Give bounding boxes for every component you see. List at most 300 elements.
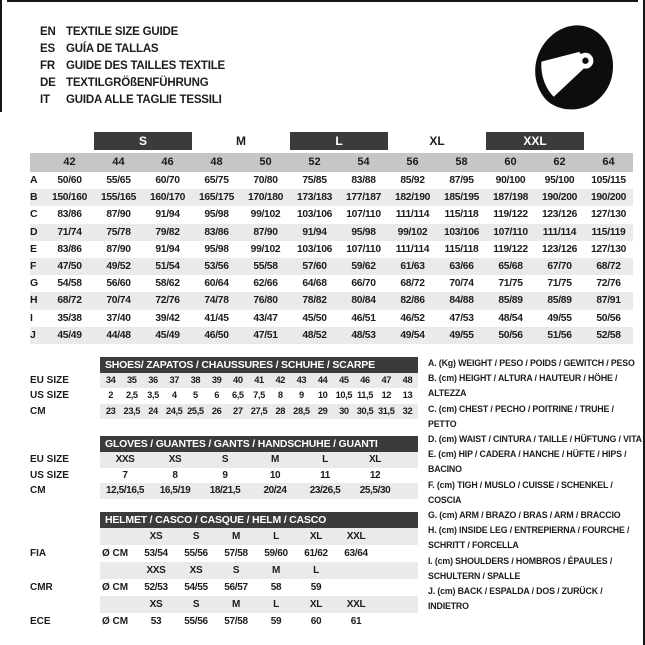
value-cell: 45 [339,375,349,385]
value-cell: 44/48 [106,329,131,341]
value-cell: 70/74 [106,295,131,307]
value-cell: 60/70 [155,175,180,186]
value-cell: 12 [369,469,381,481]
language-row [40,75,225,92]
value-cell: 53/54 [144,548,168,559]
size-cell: S [192,599,200,610]
language-row [40,58,225,75]
size-cell: M [271,565,281,576]
value-cell: 107/110 [346,209,381,221]
value-cell: 87/91 [596,295,621,307]
value-cell: 3,5 [147,390,159,401]
value-cell: 66/70 [351,278,376,290]
value-cell: 23,5 [123,405,141,416]
legend-item: G. (cm) ARM / BRAZO / BRAS / ARM / BRACCIO [428,510,621,521]
value-cell: 90/100 [495,175,526,186]
unit-label: Ø CM [102,616,129,627]
value-cell: 46 [360,375,370,385]
value-cell: 95/100 [544,175,575,186]
value-cell: 54/58 [57,278,82,290]
frame-border-left [0,0,2,112]
guide-title: TEXTILE SIZE GUIDE [66,26,179,38]
size-group-m: M [236,134,246,148]
value-cell: 160/170 [149,192,186,204]
value-cell: 49/54 [400,329,425,341]
unit-spacer [100,528,136,545]
value-cell: 91/94 [155,209,180,221]
value-cell: 70/74 [449,278,474,290]
value-cell: 30 [339,405,349,416]
value-cell: 47/51 [253,329,278,341]
size-cell: L [273,531,279,542]
value-cell: 71/75 [498,278,523,290]
guide-title: TEXTILGRÖßENFÜHRUNG [66,77,209,89]
value-cell: M [271,454,279,465]
value-cell: 10 [317,390,328,401]
value-cell: 85/89 [547,295,572,307]
value-cell: 68/72 [596,260,621,272]
row-label: EU SIZE [30,454,69,465]
unit-label: Ø CM [102,548,129,559]
helmet-values-row [30,545,418,562]
legend-item: A. (Kg) WEIGHT / PESO / POIDS / GEWITCH / PESO [428,358,635,368]
row-label-spacer [30,562,100,579]
textile-size-table [30,132,633,344]
value-cell: 76/80 [253,295,278,307]
guide-title: GUÍA DE TALLAS [66,43,159,55]
value-cell: 24 [148,405,158,416]
value-cell: XS [168,454,182,465]
value-cell: 2 [108,390,113,401]
value-cell: 111/114 [395,243,430,255]
value-cell: 9 [299,390,304,401]
value-cell: 155/165 [100,192,137,204]
value-cell: 39 [211,375,222,385]
value-cell: 32 [402,405,413,416]
value-cell: 190/200 [590,192,627,204]
value-cell: 6,5 [231,390,244,401]
value-cell: 61 [350,616,362,627]
language-title-list [40,24,225,109]
size-cell: XS [149,599,163,610]
row-label: H [30,294,38,307]
value-cell: 82/86 [400,295,425,307]
legend-item: H. (cm) INSIDE LEG / ENTREPIERNA / FOURCHE / SCHRITT / FORCELLA [428,525,630,551]
row-label: CM [30,405,46,417]
value-cell: 35 [127,375,137,385]
value-cell: 115/118 [444,209,479,221]
value-cell: 54/55 [184,582,208,593]
value-cell: 16,5/19 [159,485,191,496]
sub-table-row [30,468,418,484]
row-label: E [30,242,37,255]
value-cell: 23 [105,405,116,416]
size-group-header-row [30,132,633,153]
value-cell: 51/56 [547,329,572,341]
value-cell: 25,5 [187,405,204,416]
value-cell: 72/76 [596,278,621,290]
size-group-l: L [290,132,388,150]
legend-item: F. (cm) TIGH / MUSLO / CUISSE / SCHENKEL / COSCIA [428,479,613,505]
value-cell: 80/84 [351,295,376,307]
value-cell: 99/102 [397,226,428,238]
value-cell: 10 [269,469,281,481]
value-cell: 123/126 [541,209,578,221]
value-cell: 4 [171,390,177,401]
value-cell: 58/62 [155,278,180,290]
value-cell: 85/92 [400,175,425,186]
value-cell: 177/187 [345,192,382,204]
value-cell: 85/89 [498,295,523,307]
value-cell: 79/82 [155,226,180,238]
value-cell: 8 [277,390,283,401]
value-cell: 5 [193,390,198,401]
value-cell: 70/80 [253,175,278,186]
value-cell: 28,5 [293,405,310,416]
helmet-table-title: HELMET / CASCO / CASQUE / HELM / CASCO [100,512,418,528]
value-cell: 40 [233,375,243,385]
value-cell: 41/45 [204,312,229,324]
value-cell: 36 [148,375,158,385]
value-cell: 39/42 [155,312,180,324]
helmet-sizes-row [30,528,418,545]
legend-item: J. (cm) BACK / ESPALDA / DOS / ZURÜCK / INDIETRO [428,586,603,612]
value-cell: 27,5 [250,405,268,416]
spacer [584,132,633,153]
value-cell: 56/57 [224,582,248,593]
legend-item: B. (cm) HEIGHT / ALTURA / HAUTEUR / HÖHE / ALTEZZA [428,373,618,399]
value-cell: 84/88 [449,295,474,307]
row-label: A [30,174,38,186]
value-cell: 83/86 [57,209,82,221]
value-cell: 53/56 [204,260,229,272]
language-row [40,92,225,109]
value-cell: 57/60 [302,260,327,272]
shoes-table-rows [30,373,418,419]
value-cell: 18/21,5 [209,485,241,496]
language-code: IT [40,94,50,106]
value-cell: 8 [172,469,178,481]
size-cell: M [231,599,241,610]
value-cell: 43/47 [253,312,278,324]
measurement-row-f [30,258,633,275]
value-cell: 190/200 [541,192,578,204]
value-cell: XXS [115,454,135,465]
value-cell: 50/56 [498,329,523,341]
value-cell: 182/190 [394,192,431,204]
row-label: EU SIZE [30,375,69,386]
value-cell: 29 [317,405,328,416]
row-label: C [30,208,38,221]
value-cell: 165/175 [198,192,235,204]
row-values [100,388,418,403]
value-cell: 45/49 [155,329,180,341]
value-cell: 91/94 [302,226,327,238]
guide-title: GUIDA ALLE TAGLIE TESSILI [66,94,222,106]
value-cell: 95/98 [351,226,376,238]
value-cell: 52/58 [596,329,621,341]
sub-table-row [30,483,418,499]
value-cell: 59 [310,582,322,593]
value-cell: 119/122 [493,209,528,221]
value-cell: 23/26,5 [309,485,341,496]
value-cell: 10,5 [335,390,353,401]
size-cell: M [231,531,241,542]
row-label: D [30,225,38,238]
value-cell: 123/126 [541,243,578,255]
value-cell: 34 [105,375,116,385]
size-group-xxl: XXL [486,132,584,150]
value-cell: 45/50 [302,312,327,324]
value-cell: 119/122 [493,243,528,255]
language-row [40,24,225,41]
value-cell: 43 [296,375,307,385]
value-cell: 55/65 [106,175,131,186]
value-cell: 46/50 [204,329,229,341]
value-cell: 87/90 [253,226,278,238]
value-cell: 170/180 [247,192,284,204]
value-cell: 64/68 [302,278,327,290]
size-cell: XXL [346,599,366,610]
value-cell: 68/72 [57,295,82,307]
size-number-row [30,153,633,172]
value-cell: 99/102 [250,209,281,221]
row-values [100,468,418,484]
value-cell: 48 [402,375,413,385]
language-code: DE [40,77,56,89]
measurement-row-g [30,275,633,292]
value-cell: 31,5 [377,405,395,416]
value-cell: 75/85 [302,175,327,186]
value-cell: 55/58 [253,260,278,272]
value-cell: 62/66 [253,278,278,290]
value-cell: 57/58 [224,548,248,559]
row-label: I [30,311,33,324]
value-cell: 35/38 [57,312,82,324]
value-cell: 103/106 [443,226,480,238]
value-cell: 47/50 [57,260,82,272]
value-cell: 115/119 [591,226,626,238]
value-cell: 115/118 [444,243,479,255]
value-cell: 71/75 [547,278,572,290]
value-cell: 20/24 [263,485,287,496]
unit-spacer [100,562,136,579]
size-cell: XS [149,531,163,542]
value-cell: 173/183 [296,192,333,204]
value-cell: 30,5 [356,405,374,416]
value-cell: 41 [254,375,264,385]
language-code: FR [40,60,55,72]
value-cell: 12 [381,390,392,401]
helmet-size-table [30,512,418,630]
value-cell: 127/130 [590,243,627,255]
size-cell: L [313,565,319,576]
row-label: G [30,277,38,290]
value-cell: 59 [270,616,282,627]
measurement-row-i [30,310,633,327]
row-values [100,483,418,499]
size-cell: S [192,531,200,542]
value-cell: 111/114 [542,226,577,238]
value-cell: 46/52 [400,312,425,324]
size-cell: 64 [602,156,615,168]
sub-table-row [30,388,418,403]
value-cell: 72/76 [155,295,180,307]
value-cell: 83/88 [351,175,376,186]
value-cell: 50/60 [57,175,82,186]
value-cell: 187/198 [492,192,529,204]
value-cell: 52/53 [144,582,168,593]
value-cell: 111/114 [395,209,430,221]
row-label: CMR [30,582,53,593]
legend-item: C. (cm) CHEST / PECHO / POITRINE / TRUHE / PETTO [428,403,614,429]
value-cell: 95/98 [204,243,229,255]
size-cell: 44 [112,156,125,168]
row-label: CM [30,485,46,496]
row-label: FIA [30,548,47,559]
measurement-row-j [30,327,633,344]
language-code: ES [40,43,55,55]
value-cell: 37 [169,375,179,385]
row-values [100,545,418,562]
helmet-table-rows [30,528,418,630]
value-cell: 48/52 [302,329,327,341]
value-cell: 28 [275,405,285,416]
guide-title: GUIDE DES TAILLES TEXTILE [66,60,225,72]
size-cell: S [232,565,240,576]
value-cell: 46/51 [351,312,376,324]
value-cell: 65/68 [498,260,523,272]
frame-border-top [7,0,638,2]
sub-table-row [30,452,418,468]
value-cell: 61/62 [304,548,328,559]
row-values [100,528,418,545]
row-values [100,452,418,468]
shoes-table-title: SHOES/ ZAPATOS / CHAUSSURES / SCHUHE / SCARPE [100,357,418,373]
value-cell: 107/110 [346,243,381,255]
value-cell: 51/54 [155,260,180,272]
value-cell: XL [369,454,381,465]
gloves-table-title: GLOVES / GUANTES / GANTS / HANDSCHUHE / GUANTI [100,436,418,452]
value-cell: 74/78 [204,295,229,307]
shoes-size-table [30,357,418,419]
value-cell: S [221,454,229,465]
measurement-row-a [30,172,633,189]
row-label: F [30,259,37,272]
legend-item: I. (cm) SHOULDERS / HOMBROS / ÉPAULES / SCHULTERN / SPALLE [428,555,613,581]
value-cell: 37/40 [106,312,131,324]
value-cell: 38 [190,375,201,385]
value-cell: 11 [320,469,330,481]
unit-label: Ø CM [102,582,129,593]
value-cell: 65/75 [204,175,229,186]
value-cell: 49/55 [449,329,474,341]
value-cell: 83/86 [204,226,229,238]
value-cell: 68/72 [400,278,425,290]
measurement-legend [428,356,642,614]
value-cell: 47/53 [449,312,474,324]
size-cell: XS [189,565,203,576]
value-cell: 24,5 [165,405,183,416]
gloves-table-rows [30,452,418,499]
measurement-row-e [30,241,633,258]
value-cell: 11,5 [357,390,374,401]
value-cell: 87/90 [106,209,131,221]
size-cell: XXS [146,565,166,576]
value-cell: 42 [275,375,285,385]
value-cell: 87/90 [106,243,131,255]
language-row [40,41,225,58]
value-cell: 48/53 [351,329,376,341]
value-cell: 103/106 [296,243,333,255]
row-label: US SIZE [30,469,69,481]
sub-table-row [30,373,418,388]
row-label-spacer [30,596,100,613]
value-cell: 7,5 [253,390,265,401]
value-cell: 67/70 [547,260,572,272]
value-cell: 47 [381,375,392,385]
value-cell: 57/58 [224,616,248,627]
row-values [100,373,418,388]
measurement-row-h [30,292,633,309]
row-values [100,596,418,613]
value-cell: 12,5/16,5 [105,485,145,496]
value-cell: 63/64 [344,548,368,559]
value-cell: 83/86 [57,243,82,255]
value-cell: 48/54 [498,312,523,324]
value-cell: 55/56 [184,548,208,559]
value-cell: 71/74 [57,226,82,238]
value-cell: 49/52 [106,260,131,272]
value-cell: 49/55 [547,312,572,324]
size-cell: XL [309,599,323,610]
size-cell: 58 [455,156,468,168]
value-cell: 185/195 [443,192,480,204]
size-cell: 62 [553,156,566,168]
value-cell: 59/60 [264,548,288,559]
value-cell: 53 [150,616,162,627]
size-cell: 50 [259,156,272,168]
size-cell: 60 [504,156,517,168]
value-cell: 59/62 [351,260,376,272]
size-group-xl: XL [429,134,445,148]
value-cell: 63/66 [449,260,474,272]
row-values [100,579,418,596]
language-code: EN [40,26,56,38]
value-cell: 7 [122,469,128,481]
value-cell: 27 [233,405,243,416]
row-values [100,613,418,630]
measurement-row-b [30,189,633,206]
helmet-icon [530,22,618,110]
value-cell: 56/60 [106,278,131,290]
sub-table-row [30,404,418,419]
row-label: ECE [30,616,51,627]
size-group-s: S [94,132,192,150]
value-cell: 58 [270,582,282,593]
value-cell: 61/63 [400,260,425,272]
size-cell: 48 [210,156,223,168]
size-cell: 52 [308,156,321,168]
spacer [30,132,94,153]
value-cell: 2,5 [125,390,138,401]
gloves-size-table [30,436,418,499]
value-cell: 25,5/30 [359,485,391,496]
value-cell: 91/94 [155,243,180,255]
value-cell: 6 [214,390,219,401]
legend-item: D. (cm) WAIST / CINTURA / TAILLE / HÜFTUNG / VITA [428,434,642,445]
size-cell: 56 [406,156,419,168]
